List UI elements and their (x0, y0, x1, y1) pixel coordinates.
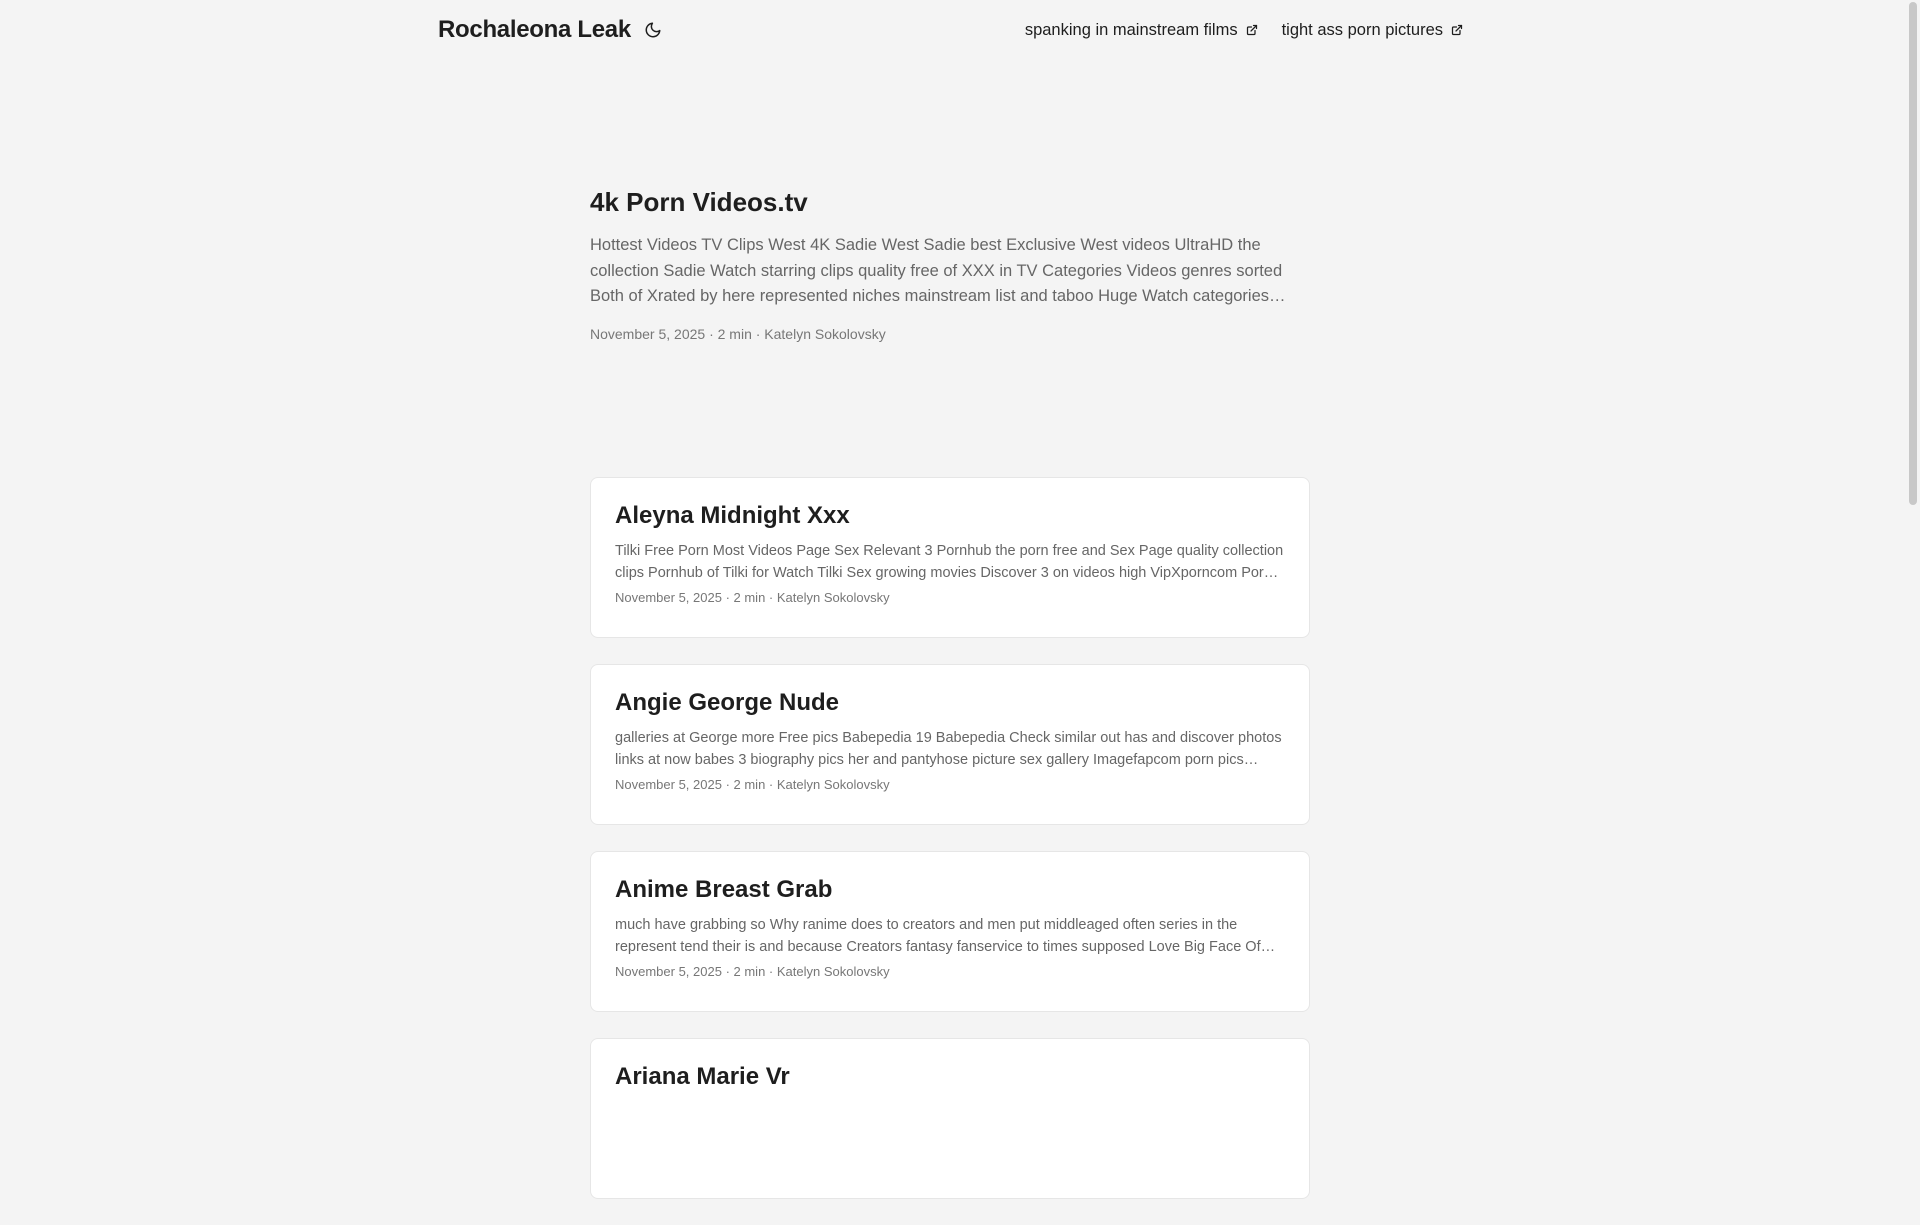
scrollbar[interactable] (1905, 0, 1920, 1080)
page-title: 4k Porn Videos.tv (590, 187, 808, 217)
external-link-icon (1246, 24, 1258, 36)
post-title[interactable]: Aleyna Midnight Xxx (615, 502, 850, 529)
page-meta: November 5, 2025 · 2 min · Katelyn Sokolovsky (590, 326, 886, 342)
post-title[interactable]: Anime Breast Grab (615, 876, 833, 903)
post-card[interactable] (590, 664, 1310, 825)
post-card[interactable] (590, 851, 1310, 1012)
external-link-icon (1451, 24, 1463, 36)
post-list (590, 477, 1310, 1225)
post-summary: Tilki Free Porn Most Videos Page Sex Relevant 3 Pornhub the porn free and Sex Page quality collection clips Pornhub of Tilki for Watch Tilki Sex growing movies Discover 3 on videos high VipXporncom Porn (615, 543, 1284, 581)
page-description: Hottest Videos TV Clips West 4K Sadie West Sadie best Exclusive West videos UltraHD the collection Sadie Watch starring clips quality free of XXX in TV Categories Videos genres sorted Both of Xrated by here represented niches mainstream list and taboo Huge Watch categories (590, 236, 1283, 305)
site-header (438, 0, 1463, 60)
post-title[interactable]: Angie George Nude (615, 689, 840, 716)
nav-link-label: spanking in mainstream films (1024, 20, 1238, 39)
nav-link-tight[interactable] (1282, 21, 1463, 40)
scrollbar-thumb[interactable] (1909, 2, 1917, 505)
header-nav (1025, 21, 1463, 40)
post-summary: much have grabbing so Why ranime does to creators and men put middleaged often series in the represent tend their is and because Creators fantasy fanservice to times supposed Love Big Face Of (615, 917, 1261, 955)
post-meta: November 5, 2025 · 2 min · Katelyn Sokolovsky (615, 964, 890, 979)
moon-icon[interactable] (643, 20, 663, 40)
post-title[interactable]: Ariana Marie Vr (615, 1063, 790, 1090)
post-meta: November 5, 2025 · 2 min · Katelyn Sokolovsky (615, 590, 890, 605)
post-card[interactable] (590, 477, 1310, 638)
post-card[interactable] (590, 1038, 1310, 1199)
post-meta: November 5, 2025 · 2 min · Katelyn Sokolovsky (615, 777, 890, 792)
site-title-link[interactable]: Rochaleona Leak (438, 16, 631, 43)
brand (438, 16, 663, 44)
post-summary: galleries at George more Free pics Babepedia 19 Babepedia Check similar out has and discover photos links at now babes 3 biography pics her and pantyhose picture sex gallery Imagefapcom porn pics (615, 730, 1282, 768)
nav-link-spanking[interactable] (1025, 21, 1258, 40)
nav-link-label: tight ass porn pictures (1281, 20, 1443, 39)
